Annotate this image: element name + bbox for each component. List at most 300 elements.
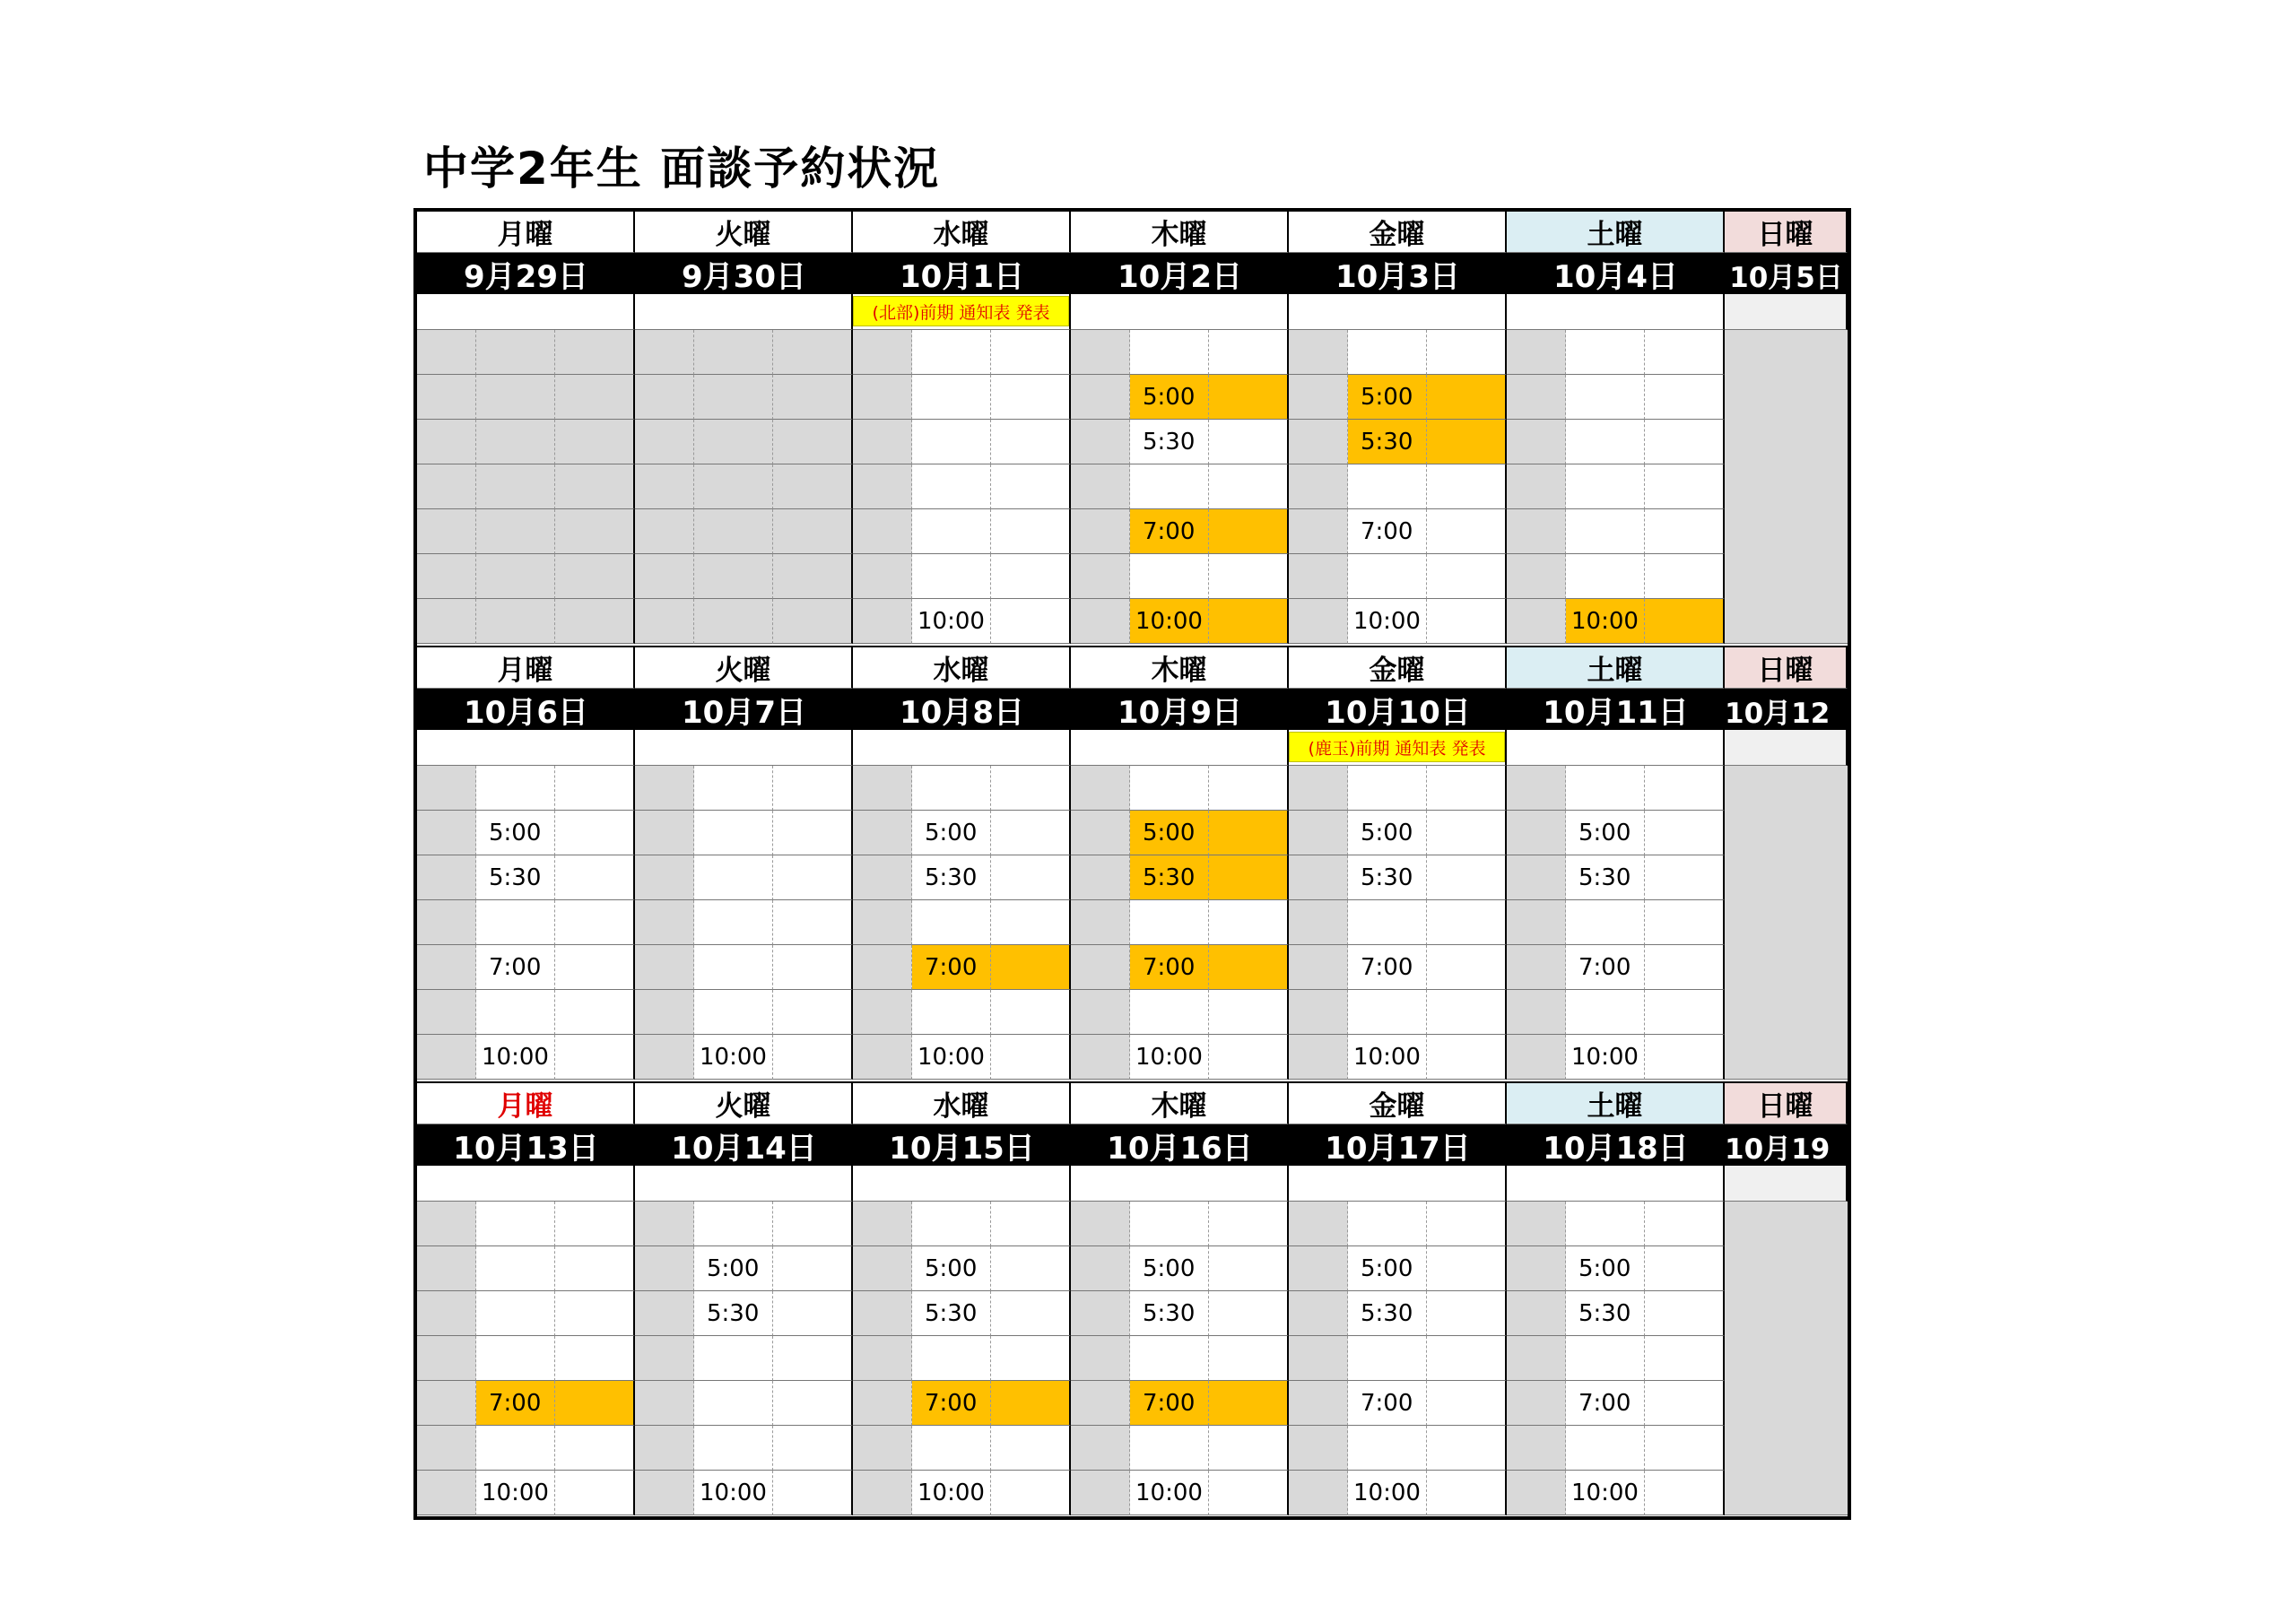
- slot-time: 5:30: [1578, 864, 1631, 891]
- slot-cell[interactable]: [555, 509, 635, 554]
- slot-cell[interactable]: [1209, 855, 1289, 900]
- slot-marker-cell: [1507, 1246, 1566, 1291]
- slot-marker-cell: [1071, 599, 1130, 644]
- notice-row: [1071, 730, 1289, 766]
- slot-marker-cell: [417, 900, 476, 945]
- slot-cell[interactable]: [1645, 811, 1725, 855]
- slot-marker-cell: [1289, 509, 1348, 554]
- slot-cell[interactable]: [991, 1291, 1071, 1336]
- slot-marker-cell: [1507, 990, 1566, 1035]
- slot-cell[interactable]: [773, 1336, 853, 1381]
- slot-cell[interactable]: [1130, 900, 1209, 945]
- sunday-closed-block: [1725, 330, 1848, 644]
- slot-marker-cell: [853, 1035, 912, 1080]
- slot-time: 5:00: [707, 1255, 760, 1282]
- notice-row: [417, 1166, 635, 1202]
- slot-cell[interactable]: [476, 900, 555, 945]
- slot-time: 5:30: [707, 1300, 760, 1327]
- slot-cell[interactable]: [912, 554, 991, 599]
- slot-cell[interactable]: [1566, 509, 1645, 554]
- slot-cell[interactable]: [1130, 1426, 1209, 1471]
- slot-marker-cell: [853, 554, 912, 599]
- slot-cell[interactable]: [1427, 855, 1507, 900]
- slot-cell[interactable]: [912, 420, 991, 464]
- slot-marker-cell: [853, 945, 912, 990]
- slot-cell[interactable]: [1209, 1471, 1289, 1515]
- slot-cell[interactable]: [1645, 1381, 1725, 1426]
- slot-cell[interactable]: [1427, 330, 1507, 375]
- slot-cell[interactable]: [555, 464, 635, 509]
- slot-cell[interactable]: [1209, 766, 1289, 811]
- slot-marker-cell: [635, 766, 694, 811]
- slot-cell[interactable]: [1348, 900, 1427, 945]
- slot-cell[interactable]: [1427, 375, 1507, 420]
- slot-cell[interactable]: [1427, 990, 1507, 1035]
- slot-cell[interactable]: [476, 1202, 555, 1246]
- notice-row: [417, 730, 635, 766]
- slot-cell[interactable]: [991, 1035, 1071, 1080]
- slot-cell[interactable]: [694, 1426, 773, 1471]
- slot-cell[interactable]: [694, 1381, 773, 1426]
- slot-cell[interactable]: [1427, 811, 1507, 855]
- slot-cell[interactable]: [991, 1246, 1071, 1291]
- slot-cell[interactable]: [1566, 1426, 1645, 1471]
- slot-cell[interactable]: [1645, 1471, 1725, 1515]
- slot-cell[interactable]: [991, 990, 1071, 1035]
- slot-marker-cell: [853, 1426, 912, 1471]
- slot-cell[interactable]: [912, 900, 991, 945]
- slot-marker-cell: [1071, 766, 1130, 811]
- slot-cell[interactable]: [1427, 464, 1507, 509]
- slot-cell[interactable]: [1130, 554, 1209, 599]
- slot-cell[interactable]: [773, 811, 853, 855]
- slot-time: 10:00: [1135, 1044, 1203, 1071]
- slot-cell[interactable]: [555, 554, 635, 599]
- slot-marker-cell: [1071, 1381, 1130, 1426]
- slot-cell[interactable]: [1645, 1035, 1725, 1080]
- slot-cell[interactable]: [1348, 1426, 1427, 1471]
- weekday-header: 木曜: [1071, 647, 1289, 689]
- slot-cell[interactable]: [773, 1202, 853, 1246]
- slot-cell[interactable]: [555, 599, 635, 644]
- slot-cell[interactable]: [1427, 554, 1507, 599]
- slot-cell[interactable]: [773, 375, 853, 420]
- slot-cell[interactable]: [476, 599, 555, 644]
- slot-marker-cell: [417, 509, 476, 554]
- slot-cell[interactable]: [476, 464, 555, 509]
- notice-row: [1289, 1166, 1507, 1202]
- slot-cell[interactable]: [1427, 945, 1507, 990]
- slot-cell[interactable]: [1209, 599, 1289, 644]
- weekday-header: 土曜: [1507, 647, 1725, 689]
- slot-marker-cell: [1071, 1202, 1130, 1246]
- slot-cell[interactable]: [476, 375, 555, 420]
- slot-cell[interactable]: [991, 420, 1071, 464]
- slot-cell[interactable]: [1566, 420, 1645, 464]
- slot-cell[interactable]: [773, 330, 853, 375]
- slot-cell[interactable]: [476, 990, 555, 1035]
- slot-cell[interactable]: [1209, 1336, 1289, 1381]
- slot-cell[interactable]: [555, 900, 635, 945]
- slot-cell[interactable]: [555, 855, 635, 900]
- slot-cell[interactable]: [1348, 1202, 1427, 1246]
- slot-marker-cell: [1507, 855, 1566, 900]
- slot-cell[interactable]: [1130, 1202, 1209, 1246]
- slot-marker-cell: [635, 1336, 694, 1381]
- slot-cell[interactable]: [555, 1035, 635, 1080]
- notice-row: [1507, 730, 1725, 766]
- slot-cell[interactable]: [555, 1202, 635, 1246]
- slot-marker-cell: [853, 599, 912, 644]
- slot-cell[interactable]: [694, 464, 773, 509]
- slot-cell[interactable]: [1645, 599, 1725, 644]
- slot-time: 5:00: [489, 820, 542, 846]
- slot-time: 7:00: [1578, 1390, 1631, 1417]
- slot-cell[interactable]: [1348, 1336, 1427, 1381]
- slot-marker-cell: [635, 554, 694, 599]
- slot-cell[interactable]: [912, 464, 991, 509]
- slot-cell[interactable]: [1209, 990, 1289, 1035]
- slot-cell[interactable]: [1209, 330, 1289, 375]
- slot-marker-cell: [1289, 1291, 1348, 1336]
- slot-marker-cell: [1507, 1381, 1566, 1426]
- slot-cell[interactable]: [773, 509, 853, 554]
- slot-cell[interactable]: [1427, 1291, 1507, 1336]
- slot-marker-cell: [853, 900, 912, 945]
- slot-cell[interactable]: [991, 1202, 1071, 1246]
- weekday-header: 金曜: [1289, 212, 1507, 253]
- slot-cell[interactable]: [773, 599, 853, 644]
- notice-row: [635, 730, 853, 766]
- slot-marker-cell: [1289, 420, 1348, 464]
- notice-row: [1289, 294, 1507, 330]
- slot-cell[interactable]: [1645, 1202, 1725, 1246]
- notice-row: [1507, 294, 1725, 330]
- slot-cell[interactable]: [1348, 766, 1427, 811]
- slot-cell[interactable]: [1566, 1202, 1645, 1246]
- slot-cell[interactable]: [1645, 509, 1725, 554]
- slot-cell[interactable]: [773, 855, 853, 900]
- slot-cell[interactable]: [1645, 1246, 1725, 1291]
- slot-cell[interactable]: [1427, 420, 1507, 464]
- slot-marker-cell: [635, 509, 694, 554]
- reservation-calendar: [413, 208, 1851, 1520]
- date-header: 10月12: [1725, 689, 1848, 730]
- slot-cell[interactable]: [1348, 330, 1427, 375]
- slot-cell[interactable]: [1130, 464, 1209, 509]
- slot-cell[interactable]: [773, 1381, 853, 1426]
- slot-cell[interactable]: [1645, 375, 1725, 420]
- slot-cell[interactable]: [476, 554, 555, 599]
- slot-cell[interactable]: [555, 1336, 635, 1381]
- notice-row: [1725, 730, 1848, 766]
- slot-cell[interactable]: [912, 1336, 991, 1381]
- slot-marker-cell: [853, 855, 912, 900]
- slot-cell[interactable]: [476, 509, 555, 554]
- slot-marker-cell: [853, 1381, 912, 1426]
- slot-marker-cell: [1289, 990, 1348, 1035]
- slot-cell[interactable]: [991, 1426, 1071, 1471]
- weekday-header: 日曜: [1725, 647, 1848, 689]
- slot-cell[interactable]: [1645, 1426, 1725, 1471]
- slot-marker-cell: [1071, 509, 1130, 554]
- notice-row: [635, 294, 853, 330]
- slot-cell[interactable]: [773, 900, 853, 945]
- slot-cell[interactable]: [476, 1426, 555, 1471]
- weekday-header: 火曜: [635, 647, 853, 689]
- slot-marker-cell: [1289, 1471, 1348, 1515]
- slot-cell[interactable]: [555, 811, 635, 855]
- slot-cell[interactable]: [1427, 766, 1507, 811]
- slot-cell[interactable]: [1209, 554, 1289, 599]
- slot-cell[interactable]: [1645, 945, 1725, 990]
- slot-cell[interactable]: [1209, 900, 1289, 945]
- slot-cell[interactable]: [1427, 1336, 1507, 1381]
- slot-cell[interactable]: [1427, 1202, 1507, 1246]
- slot-cell[interactable]: [1209, 464, 1289, 509]
- slot-cell[interactable]: [991, 811, 1071, 855]
- slot-marker-cell: [1289, 1426, 1348, 1471]
- slot-cell[interactable]: [694, 554, 773, 599]
- slot-time: 5:30: [925, 864, 978, 891]
- slot-cell[interactable]: [773, 766, 853, 811]
- slot-cell[interactable]: [1645, 420, 1725, 464]
- slot-cell[interactable]: [991, 554, 1071, 599]
- slot-cell[interactable]: [1130, 766, 1209, 811]
- slot-marker-cell: [1071, 330, 1130, 375]
- date-header: 10月8日: [853, 689, 1071, 730]
- slot-cell[interactable]: [1566, 990, 1645, 1035]
- slot-cell[interactable]: [1645, 855, 1725, 900]
- slot-marker-cell: [417, 464, 476, 509]
- slot-cell[interactable]: [991, 464, 1071, 509]
- date-header: 9月30日: [635, 253, 853, 294]
- slot-cell[interactable]: [773, 1246, 853, 1291]
- slot-cell[interactable]: [555, 1426, 635, 1471]
- slot-marker-cell: [853, 766, 912, 811]
- slot-cell[interactable]: [1209, 1426, 1289, 1471]
- slot-cell[interactable]: [1209, 1246, 1289, 1291]
- slot-cell[interactable]: [1348, 464, 1427, 509]
- slot-cell[interactable]: [773, 420, 853, 464]
- slot-cell[interactable]: [555, 1381, 635, 1426]
- slot-cell[interactable]: [912, 330, 991, 375]
- slot-cell[interactable]: [694, 990, 773, 1035]
- slot-cell[interactable]: [912, 990, 991, 1035]
- slot-marker-cell: [1507, 599, 1566, 644]
- slot-cell[interactable]: [1348, 990, 1427, 1035]
- slot-marker-cell: [1289, 811, 1348, 855]
- slot-marker-cell: [1507, 1035, 1566, 1080]
- slot-time: 5:00: [925, 820, 978, 846]
- slot-cell[interactable]: [1645, 1336, 1725, 1381]
- slot-marker-cell: [1289, 900, 1348, 945]
- slot-marker-cell: [853, 1202, 912, 1246]
- slot-time: 10:00: [1135, 1480, 1203, 1506]
- slot-cell[interactable]: [991, 509, 1071, 554]
- slot-cell[interactable]: [1427, 900, 1507, 945]
- slot-cell[interactable]: [1209, 945, 1289, 990]
- date-header: 10月15日: [853, 1124, 1071, 1166]
- slot-cell[interactable]: [1427, 509, 1507, 554]
- slot-cell[interactable]: [912, 509, 991, 554]
- weekday-header: 月曜: [417, 1083, 635, 1124]
- slot-marker-cell: [1289, 1202, 1348, 1246]
- slot-cell[interactable]: [1645, 464, 1725, 509]
- slot-cell[interactable]: [1645, 766, 1725, 811]
- weekday-header: 火曜: [635, 212, 853, 253]
- slot-cell[interactable]: [1645, 900, 1725, 945]
- slot-cell[interactable]: [694, 330, 773, 375]
- slot-time: 10:00: [482, 1480, 549, 1506]
- slot-cell[interactable]: [694, 811, 773, 855]
- slot-marker-cell: [417, 1035, 476, 1080]
- slot-cell[interactable]: [694, 766, 773, 811]
- date-header: 10月11日: [1507, 689, 1725, 730]
- slot-cell[interactable]: [476, 766, 555, 811]
- slot-cell[interactable]: [773, 1035, 853, 1080]
- slot-cell[interactable]: [991, 599, 1071, 644]
- slot-cell[interactable]: [476, 1336, 555, 1381]
- slot-cell[interactable]: [476, 1291, 555, 1336]
- slot-cell[interactable]: [555, 420, 635, 464]
- slot-cell[interactable]: [694, 375, 773, 420]
- slot-cell[interactable]: [1645, 330, 1725, 375]
- slot-cell[interactable]: [773, 1471, 853, 1515]
- slot-cell[interactable]: [773, 945, 853, 990]
- slot-cell[interactable]: [1130, 1336, 1209, 1381]
- slot-cell[interactable]: [555, 375, 635, 420]
- slot-cell[interactable]: [912, 766, 991, 811]
- slot-cell[interactable]: [1209, 811, 1289, 855]
- slot-marker-cell: [853, 811, 912, 855]
- slot-marker-cell: [1071, 1291, 1130, 1336]
- slot-marker-cell: [635, 855, 694, 900]
- weekday-header: 水曜: [853, 647, 1071, 689]
- slot-cell[interactable]: [555, 1246, 635, 1291]
- notice-row: [1289, 730, 1507, 766]
- slot-cell[interactable]: [1566, 900, 1645, 945]
- slot-cell[interactable]: [555, 1291, 635, 1336]
- slot-cell[interactable]: [694, 599, 773, 644]
- slot-marker-cell: [1507, 330, 1566, 375]
- slot-time: 5:30: [1143, 429, 1196, 456]
- slot-cell[interactable]: [1209, 509, 1289, 554]
- slot-cell[interactable]: [991, 1471, 1071, 1515]
- slot-time: 10:00: [918, 1044, 985, 1071]
- slot-time: 7:00: [1361, 518, 1413, 545]
- slot-cell[interactable]: [694, 945, 773, 990]
- slot-cell[interactable]: [1427, 599, 1507, 644]
- slot-cell[interactable]: [991, 375, 1071, 420]
- slot-cell[interactable]: [1427, 1035, 1507, 1080]
- slot-cell[interactable]: [694, 1202, 773, 1246]
- slot-cell[interactable]: [555, 990, 635, 1035]
- slot-cell[interactable]: [1645, 554, 1725, 599]
- slot-cell[interactable]: [773, 554, 853, 599]
- slot-cell[interactable]: [1566, 766, 1645, 811]
- weekday-header: 月曜: [417, 212, 635, 253]
- slot-cell[interactable]: [1566, 375, 1645, 420]
- notice-row: [417, 294, 635, 330]
- slot-cell[interactable]: [1427, 1381, 1507, 1426]
- slot-cell[interactable]: [1130, 990, 1209, 1035]
- slot-cell[interactable]: [476, 420, 555, 464]
- slot-cell[interactable]: [694, 420, 773, 464]
- slot-cell[interactable]: [694, 900, 773, 945]
- slot-cell[interactable]: [773, 1291, 853, 1336]
- slot-cell[interactable]: [991, 1336, 1071, 1381]
- notice-row: [1725, 1166, 1848, 1202]
- date-header: 10月9日: [1071, 689, 1289, 730]
- slot-cell[interactable]: [991, 330, 1071, 375]
- slot-time: 10:00: [1353, 608, 1421, 635]
- slot-marker-cell: [1071, 1035, 1130, 1080]
- slot-cell[interactable]: [912, 1202, 991, 1246]
- slot-cell[interactable]: [991, 945, 1071, 990]
- slot-cell[interactable]: [773, 990, 853, 1035]
- slot-time: 7:00: [489, 954, 542, 981]
- slot-cell[interactable]: [1645, 990, 1725, 1035]
- slot-cell[interactable]: [991, 855, 1071, 900]
- slot-cell[interactable]: [476, 1246, 555, 1291]
- slot-cell[interactable]: [476, 330, 555, 375]
- slot-cell[interactable]: [991, 900, 1071, 945]
- slot-cell[interactable]: [1209, 420, 1289, 464]
- slot-cell[interactable]: [555, 945, 635, 990]
- slot-cell[interactable]: [1427, 1426, 1507, 1471]
- slot-cell[interactable]: [1209, 1291, 1289, 1336]
- slot-marker-cell: [417, 1381, 476, 1426]
- slot-time: 5:00: [1361, 820, 1413, 846]
- slot-cell[interactable]: [1427, 1471, 1507, 1515]
- slot-cell[interactable]: [1130, 330, 1209, 375]
- slot-cell[interactable]: [773, 1426, 853, 1471]
- slot-cell[interactable]: [1209, 1035, 1289, 1080]
- slot-cell[interactable]: [555, 766, 635, 811]
- slot-cell[interactable]: [555, 330, 635, 375]
- slot-cell[interactable]: [1209, 375, 1289, 420]
- slot-time: 5:30: [1578, 1300, 1631, 1327]
- slot-cell[interactable]: [912, 375, 991, 420]
- announcement-label: (北部)前期 通知表 発表: [853, 296, 1069, 326]
- slot-cell[interactable]: [1566, 330, 1645, 375]
- slot-cell[interactable]: [694, 509, 773, 554]
- slot-cell[interactable]: [991, 766, 1071, 811]
- slot-cell[interactable]: [1566, 464, 1645, 509]
- slot-cell[interactable]: [555, 1471, 635, 1515]
- slot-marker-cell: [1289, 1035, 1348, 1080]
- slot-cell[interactable]: [1566, 1336, 1645, 1381]
- slot-marker-cell: [417, 1202, 476, 1246]
- slot-cell[interactable]: [1209, 1381, 1289, 1426]
- slot-cell[interactable]: [773, 464, 853, 509]
- slot-cell[interactable]: [1427, 1246, 1507, 1291]
- weekday-header: 金曜: [1289, 1083, 1507, 1124]
- slot-cell[interactable]: [694, 855, 773, 900]
- slot-marker-cell: [417, 1246, 476, 1291]
- slot-cell[interactable]: [694, 1336, 773, 1381]
- slot-cell[interactable]: [991, 1381, 1071, 1426]
- slot-cell[interactable]: [1348, 554, 1427, 599]
- slot-cell[interactable]: [1209, 1202, 1289, 1246]
- announcement-label: (鹿玉)前期 通知表 発表: [1289, 732, 1505, 762]
- slot-cell[interactable]: [1645, 1291, 1725, 1336]
- slot-time: 5:30: [1361, 429, 1413, 456]
- date-header: 10月18日: [1507, 1124, 1725, 1166]
- slot-cell[interactable]: [912, 1426, 991, 1471]
- slot-cell[interactable]: [1566, 554, 1645, 599]
